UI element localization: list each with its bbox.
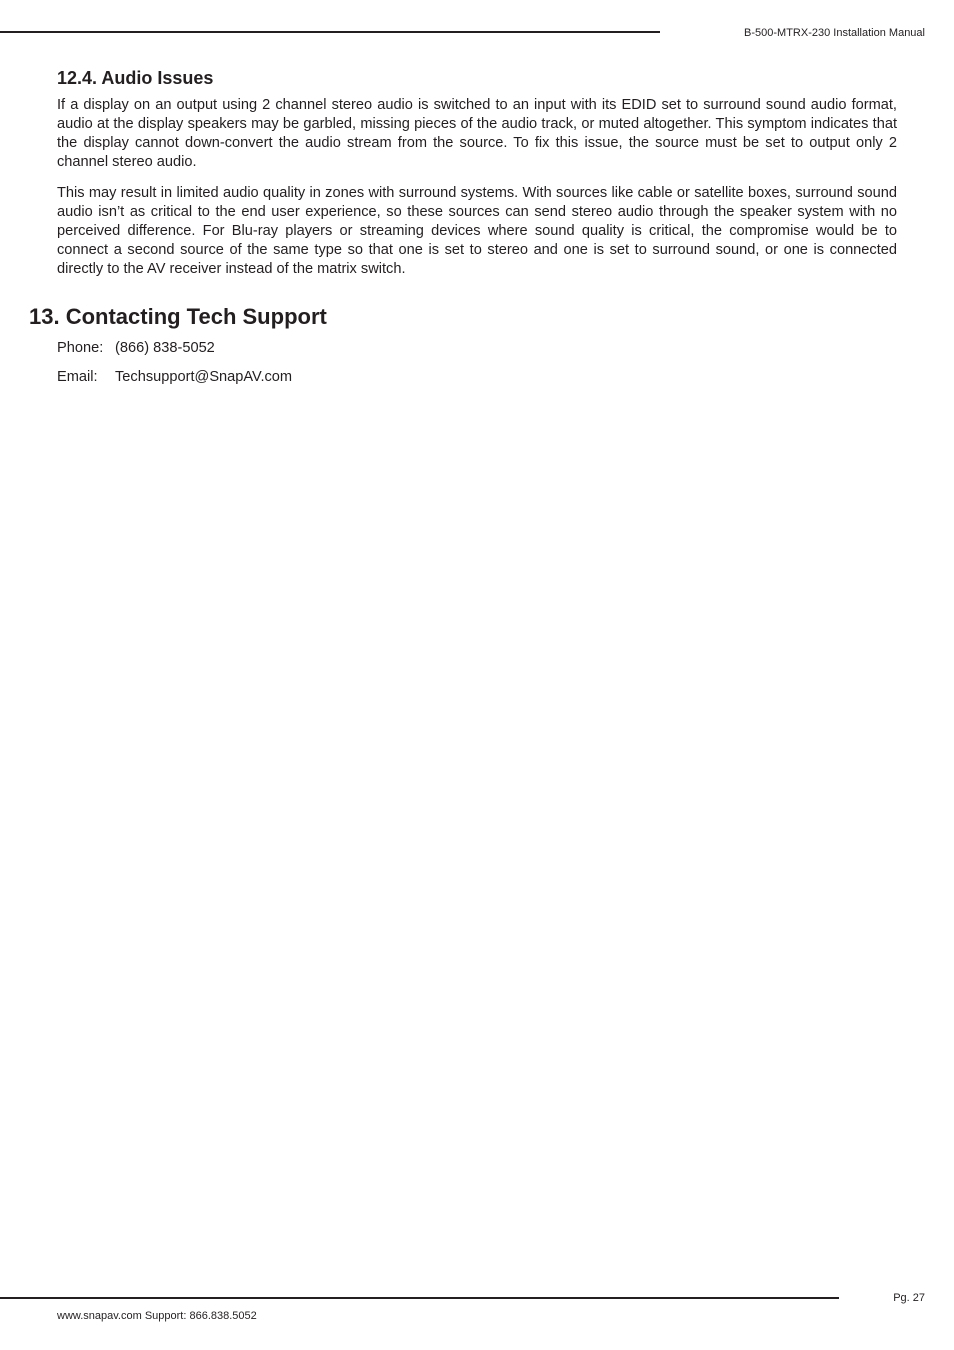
header-rule — [0, 31, 660, 33]
audio-issues-paragraph-2: This may result in limited audio quality in zones with surround systems. With sources like cable or satellite boxes, surround sound audio isn’t as critical to the end user experience, so these sources can send stereo audio through the speaker system with no perceived difference. For Blu-ray players or streaming devices where sound quality is critical, the compromise would be to connect a second source of the same type so that one is set to stereo and one is set to surround sound, or one is connected directly to the AV receiver instead of the matrix switch. — [57, 185, 897, 277]
footer-text: www.snapav.com Support: 866.838.5052 — [57, 1310, 257, 1322]
tech-support-heading: 13. Contacting Tech Support — [29, 304, 327, 329]
phone-row — [57, 339, 215, 358]
audio-issues-heading: 12.4. Audio Issues — [57, 68, 214, 88]
audio-issues-section — [57, 66, 897, 291]
phone-value: (866) 838-5052 — [115, 340, 215, 356]
email-row — [57, 368, 292, 387]
phone-label: Phone: — [57, 340, 104, 356]
audio-issues-paragraph-1: If a display on an output using 2 channel stereo audio is switched to an input with its EDID set to surround sound audio format, audio at the display speakers may be garbled, missing pieces of the audio track, or muted altogether. This symptom indicates that the display cannot down-convert the audio stream from the source. To fix this issue, the source must be set to output only 2 channel stereo audio. — [57, 97, 897, 170]
footer-rule — [0, 1297, 839, 1299]
email-label: Email: — [57, 369, 98, 385]
header-title: B-500-MTRX-230 Installation Manual — [744, 27, 925, 39]
email-link[interactable]: Techsupport@SnapAV.com — [115, 369, 293, 385]
page-number: Pg. 27 — [893, 1292, 925, 1304]
